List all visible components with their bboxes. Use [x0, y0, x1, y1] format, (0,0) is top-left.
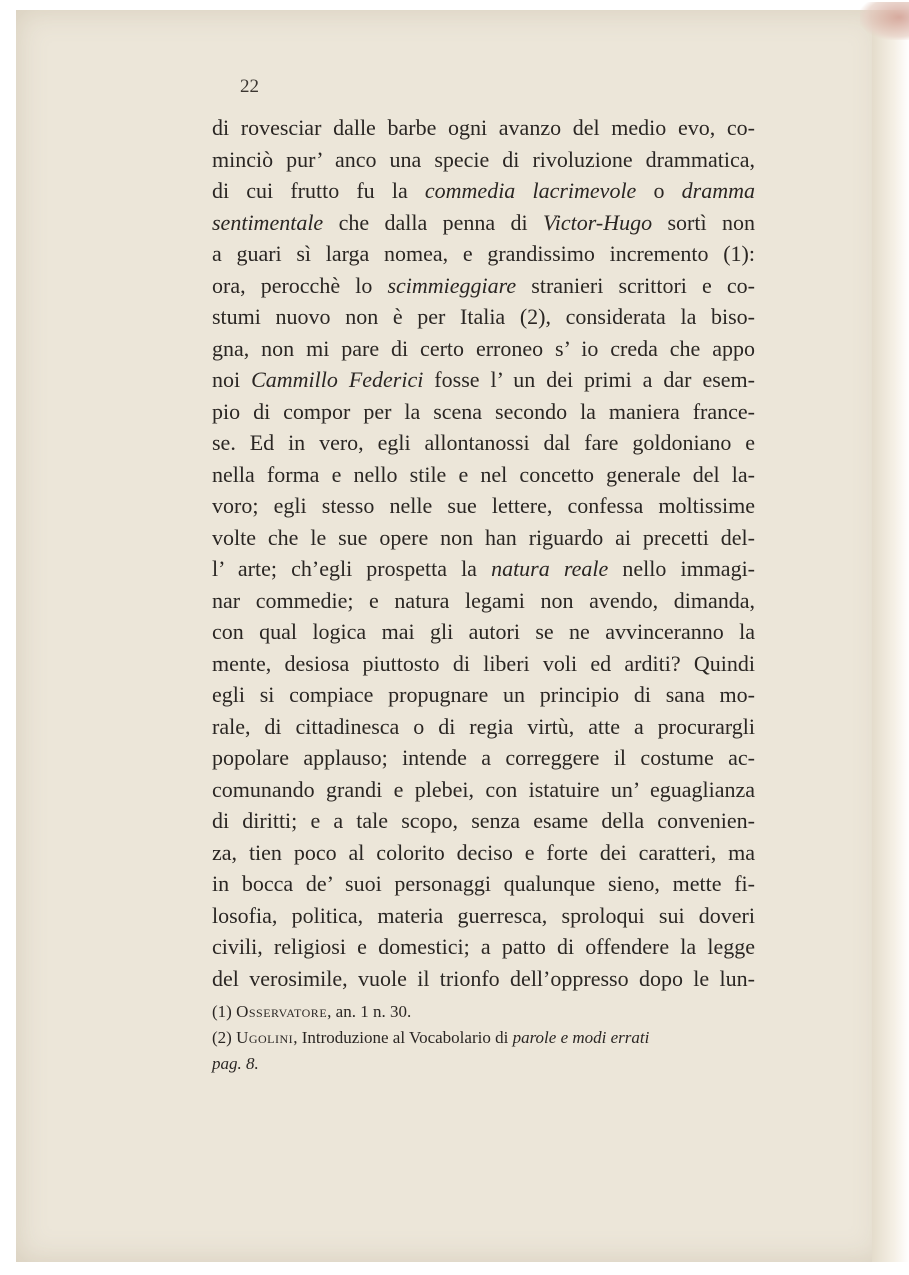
- text-line: [212, 805, 755, 837]
- text-line: [212, 112, 755, 144]
- footnote-2-author: Ugolini: [236, 1028, 294, 1047]
- text-run: sortì non: [652, 209, 755, 235]
- footnote-2-number: (2): [212, 1028, 232, 1047]
- text-run: stranieri scrittori e co-: [516, 272, 755, 298]
- text-run: di cui frutto fu la: [212, 178, 425, 203]
- text-line: [212, 900, 755, 932]
- text-run: za, tien poco al colorito deciso e forte dei caratteri, ma: [212, 839, 755, 865]
- page-edge: [872, 10, 909, 1262]
- text-run: ora, perocchè lo: [212, 272, 388, 298]
- text-line: [212, 711, 755, 743]
- footnote-1-ref: , an. 1 n. 30.: [327, 1002, 412, 1021]
- text-line: [212, 490, 755, 522]
- italic-run: dramma: [681, 178, 755, 203]
- text-run: nello immagi-: [608, 556, 756, 581]
- text-run: comunando grandi e plebei, con istatuire un’ eguaglianza: [212, 776, 755, 802]
- text-line: [212, 301, 755, 333]
- text-line: [212, 616, 755, 648]
- text-line: [212, 553, 755, 585]
- footnote-2-italic-title: parole e modi errati: [512, 1028, 650, 1047]
- text-run: volte che le sue opere non han riguardo ai precetti del-: [212, 524, 755, 550]
- text-run: a guari sì larga nomea, e grandissimo incremento (1):: [212, 241, 755, 266]
- italic-run: scimmieggiare: [387, 272, 517, 298]
- footnote-2-page: pag. 8.: [212, 1054, 259, 1073]
- text-run: se. Ed in vero, egli allontanossi dal fare goldoniano e: [212, 430, 755, 455]
- text-line: [212, 459, 755, 491]
- text-line: [212, 585, 755, 617]
- text-line: [212, 837, 755, 869]
- corner-stain: [860, 2, 909, 40]
- page-number: 22: [240, 76, 259, 97]
- text-run: in bocca de’ suoi personaggi qualunque sieno, mette fi-: [212, 871, 755, 896]
- italic-run: Victor-Hugo: [542, 209, 653, 235]
- footnote-1-source: Osservatore: [236, 1002, 328, 1021]
- text-line: [212, 396, 755, 428]
- text-line: [212, 774, 755, 806]
- text-line: [212, 648, 755, 680]
- text-line: [212, 144, 755, 176]
- footnote-2-continued: [212, 1052, 760, 1076]
- text-line: [212, 522, 755, 554]
- text-run: o: [636, 178, 682, 203]
- text-run: di rovesciar dalle barbe ogni avanzo del medio evo, co-: [212, 115, 755, 140]
- text-line: [212, 238, 755, 270]
- italic-run: commedia lacrimevole: [424, 178, 637, 203]
- text-run: gna, non mi pare di certo erroneo s’ io creda che appo: [212, 335, 755, 361]
- text-line: [212, 270, 755, 302]
- text-run: popolare applauso; intende a correggere il costume ac-: [212, 745, 755, 770]
- text-run: noi: [212, 367, 252, 392]
- text-run: l’ arte; ch’egli prospetta la: [212, 556, 492, 581]
- text-line: [212, 679, 755, 711]
- text-line: [212, 742, 755, 774]
- text-run: egli si compiace propugnare un principio di sana mo-: [212, 682, 755, 707]
- footnote-1-number: (1): [212, 1002, 232, 1021]
- text-run: rale, di cittadinesca o di regia virtù, atte a procurargli: [212, 713, 755, 739]
- text-line: [212, 207, 755, 239]
- text-line: [212, 868, 755, 900]
- text-run: nar commedie; e natura legami non avendo, dimanda,: [212, 587, 755, 613]
- text-run: fosse l’ un dei primi a dar esem-: [423, 367, 755, 392]
- text-run: nella forma e nello stile e nel concetto generale del la-: [212, 461, 755, 487]
- text-line: [212, 963, 755, 995]
- italic-run: natura reale: [491, 556, 609, 581]
- text-line: [212, 333, 755, 365]
- text-run: stumi nuovo non è per Italia (2), considerata la biso-: [212, 304, 755, 329]
- text-line: [212, 364, 755, 396]
- text-run: che dalla penna di: [323, 209, 543, 235]
- text-line: [212, 427, 755, 459]
- footnote-2: [212, 1026, 760, 1050]
- text-run: del verosimile, vuole il trionfo dell’oppresso dopo le lun-: [212, 965, 755, 991]
- text-run: di diritti; e a tale scopo, senza esame della convenien-: [212, 808, 755, 833]
- text-run: civili, religiosi e domestici; a patto di offendere la legge: [212, 934, 755, 959]
- text-line: [212, 175, 755, 207]
- body-text: [212, 112, 755, 994]
- text-run: pio di compor per la scena secondo la maniera france-: [212, 398, 755, 424]
- text-run: losofia, politica, materia guerresca, sproloqui sui doveri: [212, 902, 755, 928]
- text-run: mente, desiosa piuttosto di liberi voli ed arditi? Quindi: [212, 650, 755, 676]
- italic-run: sentimentale: [212, 209, 324, 235]
- text-line: [212, 931, 755, 963]
- footnote-2-title: , Introduzione al Vocabolario di: [293, 1028, 513, 1047]
- italic-run: Cammillo Federici: [251, 367, 424, 392]
- footnote-1: [212, 1000, 760, 1024]
- text-run: minciò pur’ anco una specie di rivoluzione drammatica,: [212, 146, 755, 172]
- text-run: voro; egli stesso nelle sue lettere, confessa moltissime: [212, 493, 755, 518]
- text-run: con qual logica mai gli autori se ne avvinceranno la: [212, 619, 755, 644]
